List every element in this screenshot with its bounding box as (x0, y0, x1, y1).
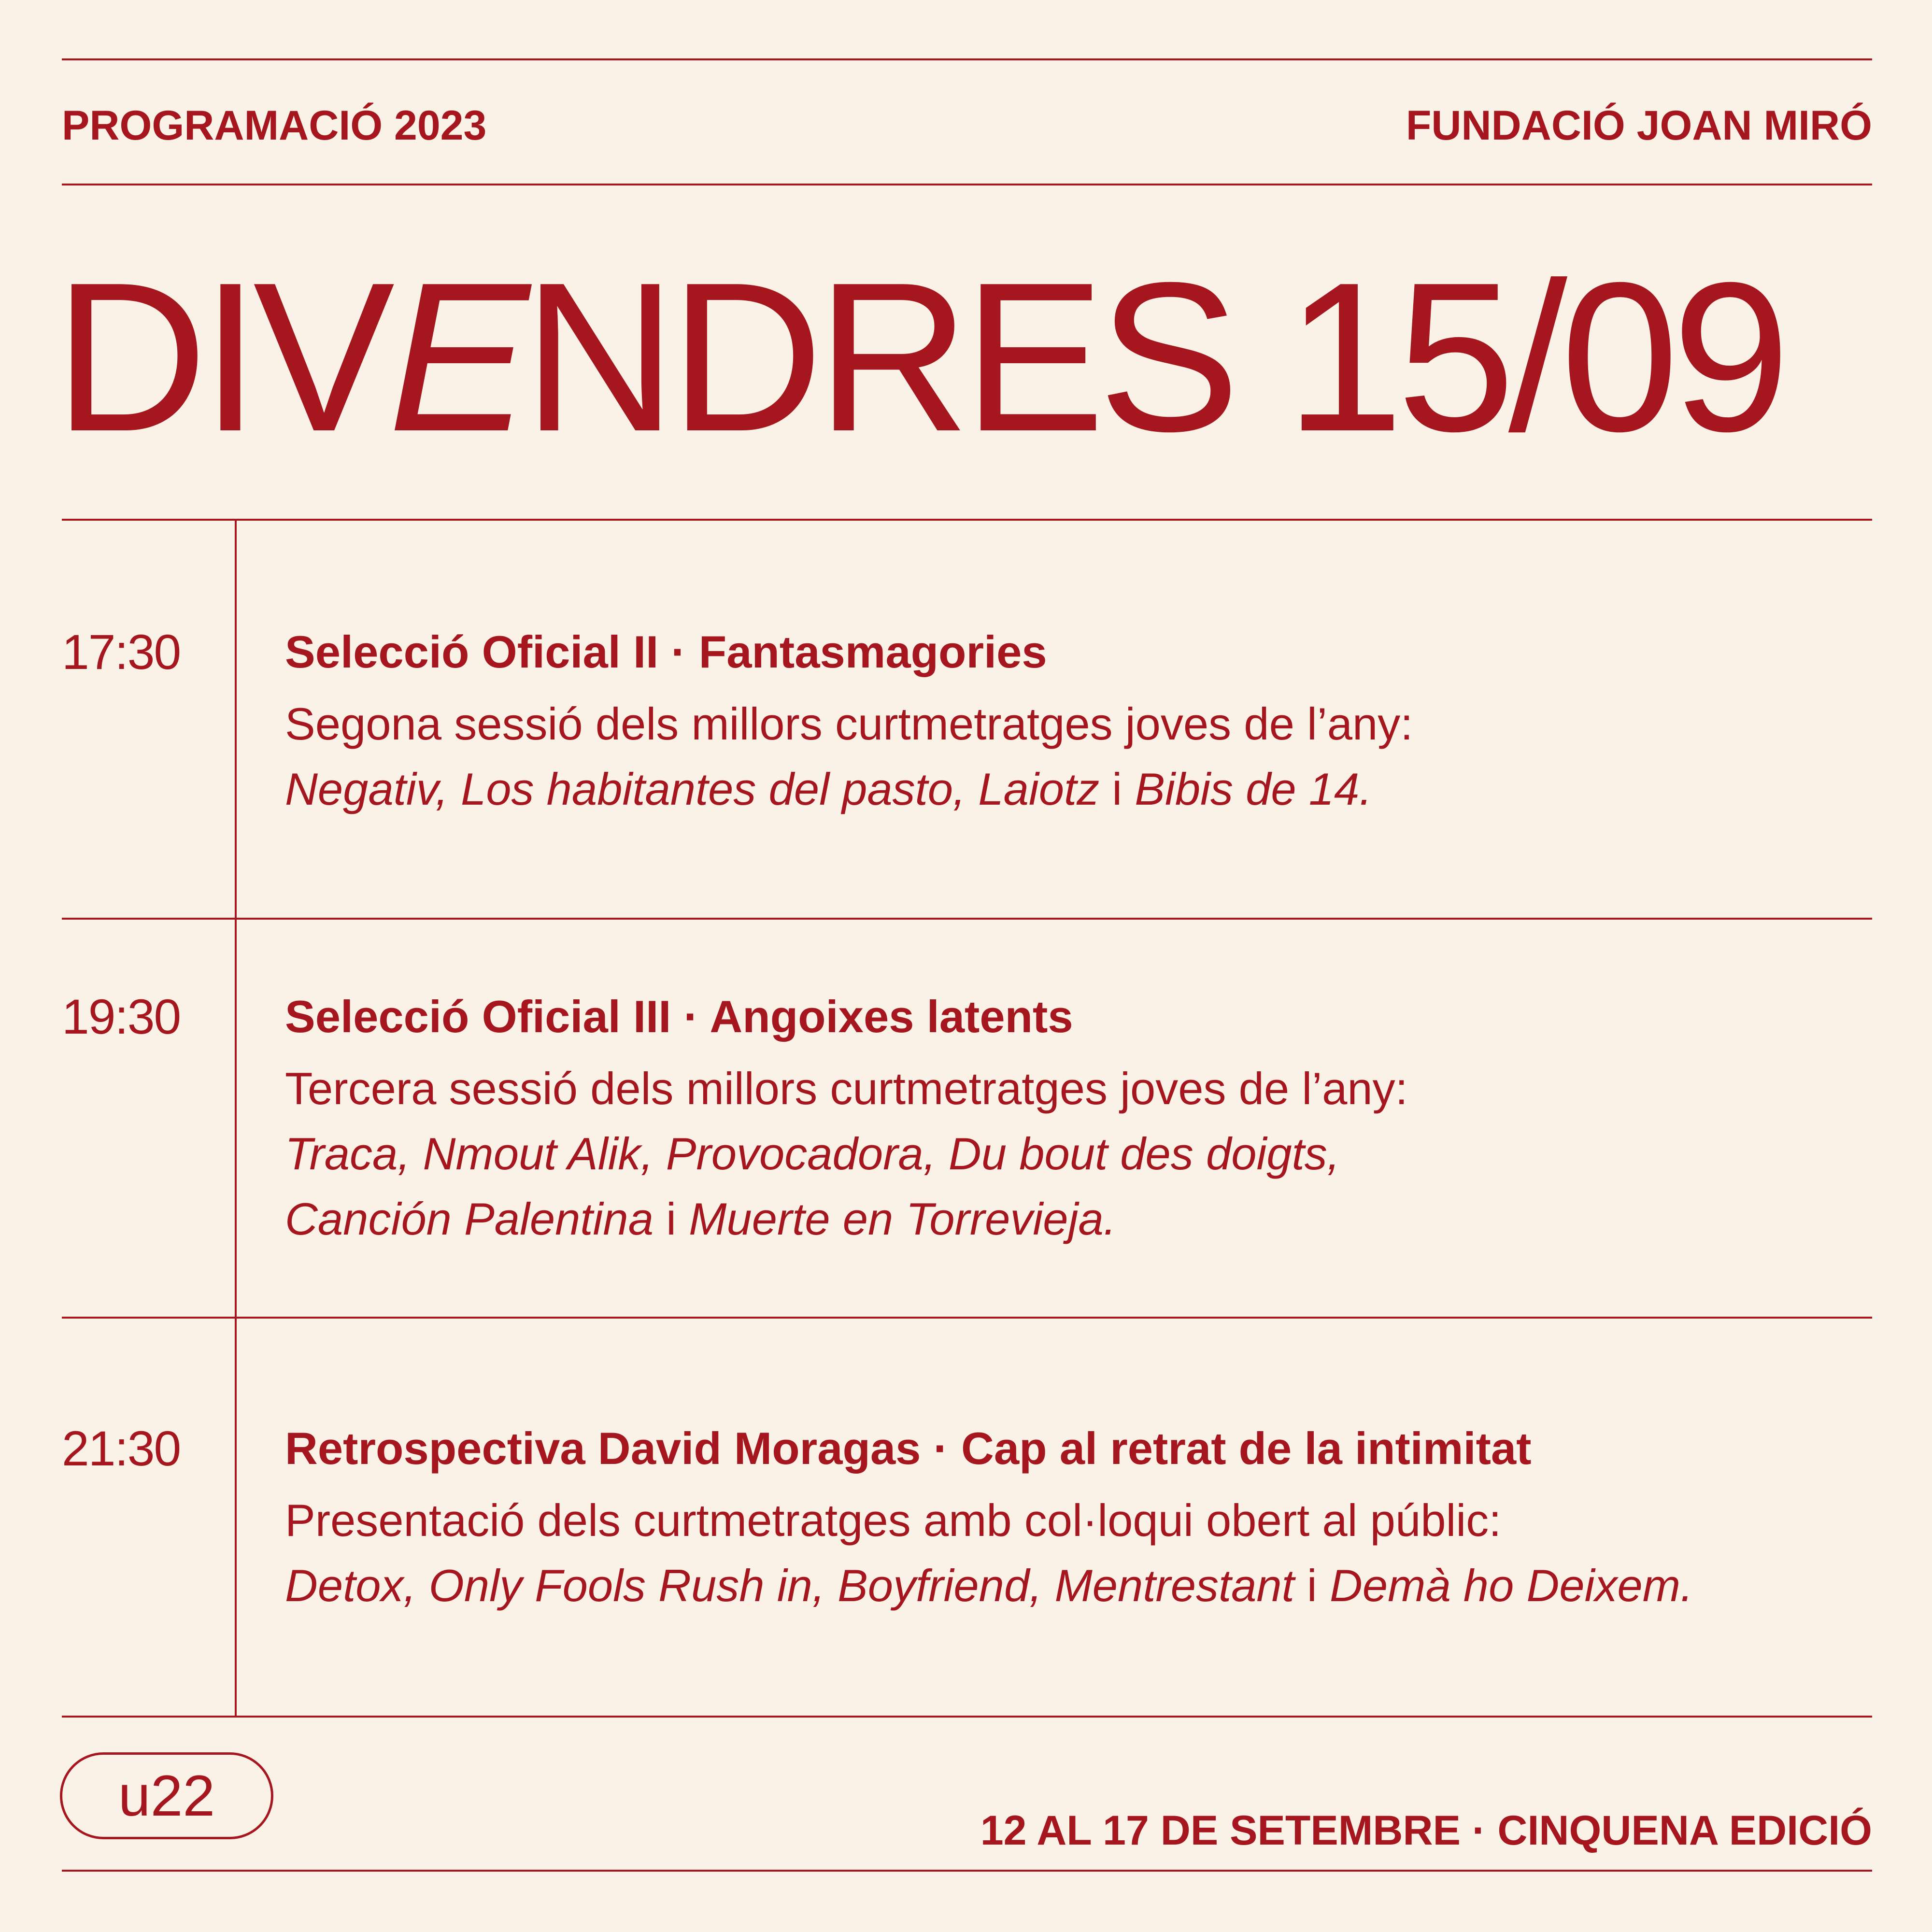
title-italic-letter: E (388, 239, 523, 476)
event-title: Selecció Oficial II · Fantasmagories (285, 626, 1047, 677)
bottom-rule (62, 1870, 1872, 1872)
film-list: Demà ho Deixem. (1329, 1560, 1693, 1611)
event-details (285, 990, 1879, 1251)
event-divider-2 (62, 1317, 1872, 1319)
event-time: 21:30 (62, 1421, 181, 1476)
event-films (285, 1553, 1879, 1618)
event-title: Selecció Oficial III · Angoixes latents (285, 991, 1073, 1042)
film-list: Detox, Only Fools Rush in, Boyfriend, Mentrestant (285, 1560, 1294, 1611)
badge-label: u22 (118, 1763, 215, 1828)
film-list-conjunction: i (653, 1193, 689, 1244)
event-description: Tercera sessió dels millors curtmetratges joves de l’any: (285, 1063, 1408, 1114)
header-rule (62, 184, 1872, 185)
title-prefix: DIV (54, 239, 388, 476)
festival-logo-badge (60, 1752, 273, 1839)
page-title (54, 239, 1784, 476)
film-list: Canción Palentina (285, 1193, 653, 1244)
event-films (285, 1121, 1879, 1186)
film-list: Traca, Nmout Alik, Provocadora, Du bout des doigts, (285, 1128, 1340, 1179)
film-list-conjunction: i (1099, 764, 1135, 814)
film-list: Bibis de 14. (1135, 764, 1372, 814)
event-films (285, 756, 1879, 822)
event-description: Presentació dels curtmetratges amb col·loqui obert al públic: (285, 1495, 1502, 1546)
event-description: Segona sessió dels millors curtmetratges joves de l’any: (285, 698, 1413, 749)
title-rule (62, 519, 1872, 521)
venue-label: FUNDACIÓ JOAN MIRÓ (1406, 102, 1872, 149)
film-list: Negativ, Los habitantes del pasto, Laiotz (285, 764, 1100, 814)
schedule-bottom-rule (62, 1716, 1872, 1718)
program-year-label: PROGRAMACIÓ 2023 (62, 102, 487, 149)
event-time: 19:30 (62, 989, 181, 1044)
festival-dates-edition: 12 AL 17 DE SETEMBRE · CINQUENA EDICIÓ (980, 1807, 1872, 1854)
top-rule (62, 58, 1872, 60)
event-divider-1 (62, 918, 1872, 920)
event-films (285, 1186, 1879, 1251)
time-column-divider (235, 519, 237, 1718)
event-details (285, 625, 1879, 822)
film-list-conjunction: i (1294, 1560, 1330, 1611)
title-suffix: NDRES 15/09 (523, 239, 1784, 476)
event-title: Retrospectiva David Moragas · Cap al retrat de la intimitat (285, 1423, 1532, 1474)
event-details (285, 1422, 1879, 1618)
event-time: 17:30 (62, 625, 181, 680)
film-list: Muerte en Torrevieja. (689, 1193, 1116, 1244)
